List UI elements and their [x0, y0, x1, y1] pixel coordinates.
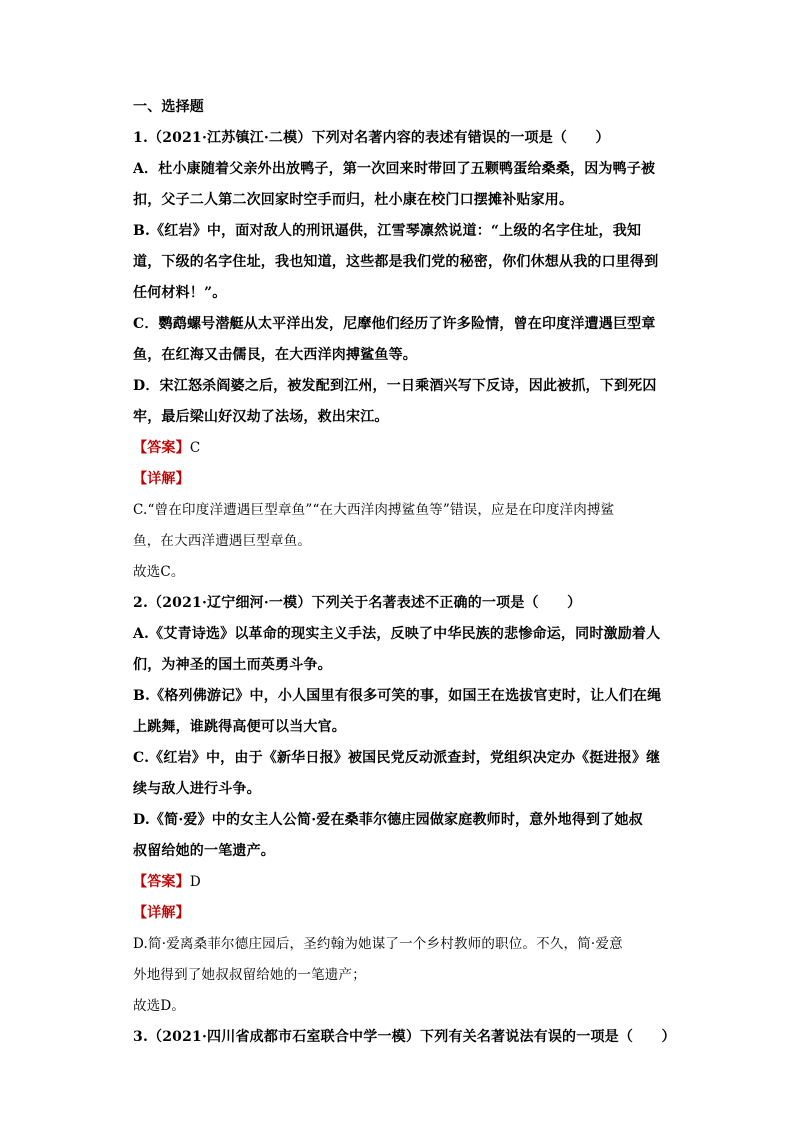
q1-option-a-line-1: A．杜小康随着父亲外出放鸭子，第一次回来时带回了五颗鸭蛋给桑桑，因为鸭子被 [133, 161, 656, 177]
q2-option-c-line-1: C.《红岩》中，由于《新华日报》被国民党反动派查封，党组织决定办《挺进报》继 [133, 750, 661, 766]
q2-option-d-line-1: D.《简·爱》中的女主人公简·爱在桑菲尔德庄园做家庭教师时，意外地得到了她叔 [133, 812, 643, 828]
q2-answer-value: D [189, 874, 201, 890]
q2-option-d-line-2: 叔留给她的一笔遗产。 [133, 843, 275, 859]
q2-conclusion: 故选D。 [133, 998, 186, 1014]
question-3-stem: 3.（2021·四川省成都市石室联合中学一模）下列有关名著说法有误的一项是（ ） [133, 1029, 676, 1045]
q1-explain-row [133, 468, 663, 499]
q1-option-c-line-1: C．鹦鹉螺号潜艇从太平洋出发，尼摩他们经历了许多险情，曾在印度洋遭遇巨型章 [133, 316, 656, 332]
q1-option-a-line-2: 扣，父子二人第二次回家时空手而归，杜小康在校门口摆摊补贴家用。 [133, 192, 574, 208]
section-title: 一、选择题 [133, 99, 204, 115]
document-content [133, 96, 676, 1057]
question-1-stem: 1.（2021·江苏镇江·二模）下列对名著内容的表述有错误的一项是（ ） [133, 130, 610, 146]
q2-explain-line-1: D.简·爱离桑菲尔德庄园后，圣约翰为她谋了一个乡村教师的职位。不久，简·爱意 [133, 936, 623, 952]
q1-answer-value: C [189, 440, 201, 456]
q1-option-c-line-2: 鱼，在红海又击儒艮，在大西洋肉搏鲨鱼等。 [133, 347, 417, 363]
q1-conclusion: 故选C。 [133, 564, 185, 580]
q2-option-a-line-1: A.《艾青诗选》以革命的现实主义手法，反映了中华民族的悲惨命运，同时激励着人 [133, 626, 661, 642]
q1-explain-line-1: C.“曾在印度洋遭遇巨型章鱼”“在大西洋肉搏鲨鱼等”错误，应是在印度洋肉搏鲨 [133, 502, 615, 518]
q1-answer-label: 【答案】 [133, 440, 190, 456]
q1-answer-row [133, 437, 663, 468]
q2-explain-line-2: 外地得到了她叔叔留给她的一笔遗产； [133, 967, 366, 983]
q2-option-b-line-2: 上跳舞，谁跳得高便可以当大官。 [133, 719, 346, 735]
q1-option-d-line-2: 牢，最后梁山好汉劫了法场，救出宋江。 [133, 409, 389, 425]
q1-option-b-line-3: 任何材料！”。 [133, 285, 227, 301]
q2-explain-label: 【详解】 [133, 905, 190, 921]
q2-option-c-line-2: 续与敌人进行斗争。 [133, 781, 261, 797]
q1-option-b-line-1: B.《红岩》中，面对敌人的刑讯逼供，江雪琴凛然说道：“上级的名字住址，我知 [133, 223, 642, 239]
q1-option-d-line-1: D．宋江怒杀阎婆之后，被发配到江州，一日乘酒兴写下反诗，因此被抓，下到死囚 [133, 378, 657, 394]
q2-explain-row [133, 902, 663, 933]
q1-option-b-line-2: 道，下级的名字住址，我也知道，这些都是我们党的秘密，你们休想从我的口里得到 [133, 254, 659, 270]
q2-answer-row [133, 871, 663, 902]
q2-answer-label: 【答案】 [133, 874, 190, 890]
q2-option-b-line-1: B.《格列佛游记》中，小人国里有很多可笑的事，如国王在选拔官吏时，让人们在绳 [133, 688, 662, 704]
q2-option-a-line-2: 们，为神圣的国土而英勇斗争。 [133, 657, 332, 673]
q1-explain-label: 【详解】 [133, 471, 190, 487]
question-2-stem: 2.（2021·辽宁细河·一模）下列关于名著表述不正确的一项是（ ） [133, 595, 582, 611]
q1-explain-line-2: 鱼，在大西洋遭遇巨型章鱼。 [133, 533, 312, 549]
